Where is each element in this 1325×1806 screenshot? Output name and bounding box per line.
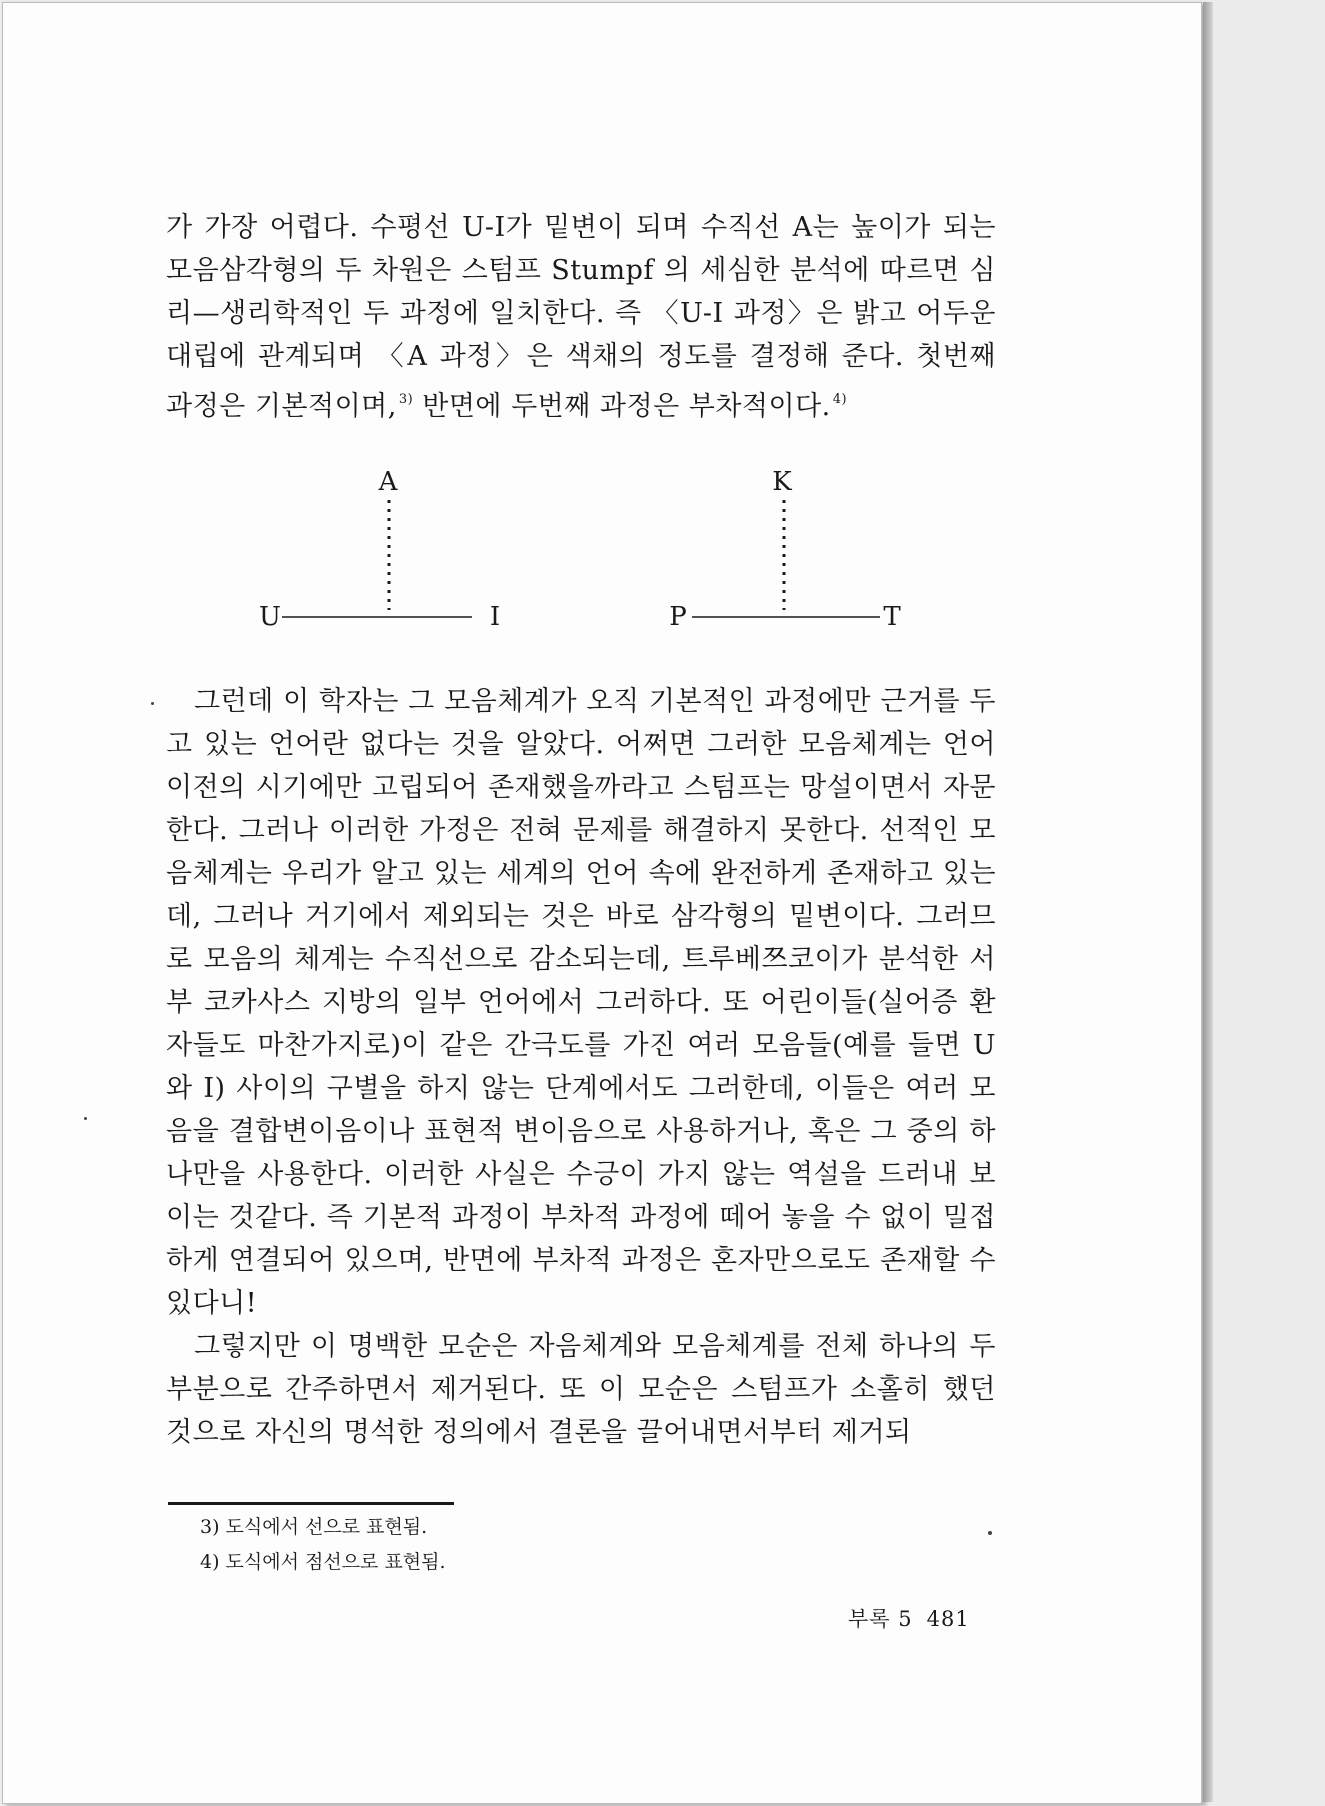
page-edge-shadow [1203,2,1213,1802]
page-footer [848,1603,984,1633]
vowel-triangle-diagram [150,450,1010,650]
footnote-3: 3) 도식에서 선으로 표현됨. [200,1516,428,1538]
footnotes [200,1510,446,1580]
paragraph-1 [166,206,996,428]
paragraph-1-text-after: 반면에 두번째 과정은 부차적이다. [413,391,831,422]
footnote-4: 4) 도식에서 점선으로 표현됨. [200,1551,446,1573]
diagram-svg [150,450,1010,650]
footnote-rule [168,1502,454,1505]
body-text-top [166,206,996,428]
label-right-end: T [883,602,901,632]
scan-speck [988,1531,992,1535]
paragraph-3: 그렇지만 이 명백한 모순은 자음체계와 모음체계를 전체 하나의 두 부분으로 간주하면서 제거된다. 또 이 모순은 스텀프가 소홀히 했던 것으로 자신의 명석한 정의에서 결론을 끌어내면서부터 제거되 [166,1331,996,1448]
footer-section: 부록 5 [848,1607,913,1631]
label-right-top: K [772,467,792,497]
label-right-start: P [669,602,687,632]
body-text-bottom [166,680,996,1454]
label-left-end: I [489,602,501,632]
paragraph-2: 그런데 이 학자는 그 모음체계가 오직 기본적인 과정에만 근거를 두고 있는 언어란 없다는 것을 알았다. 어쩌면 그러한 모음체계는 언어 이전의 시기에만 고립되어 존재했을까라고 스텀프는 망설이면서 자문한다. 그러나 이러한 가정은 전혀 문제를 해결하지 못한다. 선적인 모음체계는 우리가 알고 있는 세계의 언어 속에 완전하게 존재하고 있는데, 그러나 거기에서 제외되는 것은 바로 삼각형의 밑변이다. 그러므로 모음의 체계는 수직선으로 감소되는데, 트루베쯔코이가 분석한 서부 코카사스 지방의 일부 언어에서 그러하다. 또 어린이들(실어증 환자들도 마찬가지로)이 같은 간극도를 가진 여러 모음들(예를 들면 U와 I) 사이의 구별을 하지 않는 단계에서도 그러한데, 이들은 여러 모음을 결합변이음이나 표현적 변이음으로 사용하거나, 혹은 그 중의 하나만을 사용한다. 이러한 사실은 수긍이 가지 않는 역설을 드러내 보이는 것같다. 즉 기본적 과정이 부차적 과정에 떼어 놓을 수 없이 밀접하게 연결되어 있으며, 반면에 부차적 과정은 혼자만으로도 존재할 수 있다니! [166,686,996,1319]
scan-speck [84,1117,87,1120]
label-left-start: U [259,602,281,632]
scan-speck [151,702,154,705]
footnote-ref-3: 3) [398,392,414,407]
paragraph-1-text: 가 가장 어렵다. 수평선 U-I가 밑변이 되며 수직선 A는 높이가 되는 모음삼각형의 두 차원은 스텀프 Stumpf 의 세심한 분석에 따르면 심리—생리학적인 두 과정에 일치한다. 즉 〈U-I 과정〉은 밝고 어두운 대립에 관계되며 〈A 과정〉은 색채의 정도를 결정해 준다. 첫번째 과정은 기본적이며, [166,212,996,422]
label-left-top: A [378,467,398,497]
footnote-ref-4: 4) [832,392,848,407]
page-number: 481 [926,1607,970,1631]
